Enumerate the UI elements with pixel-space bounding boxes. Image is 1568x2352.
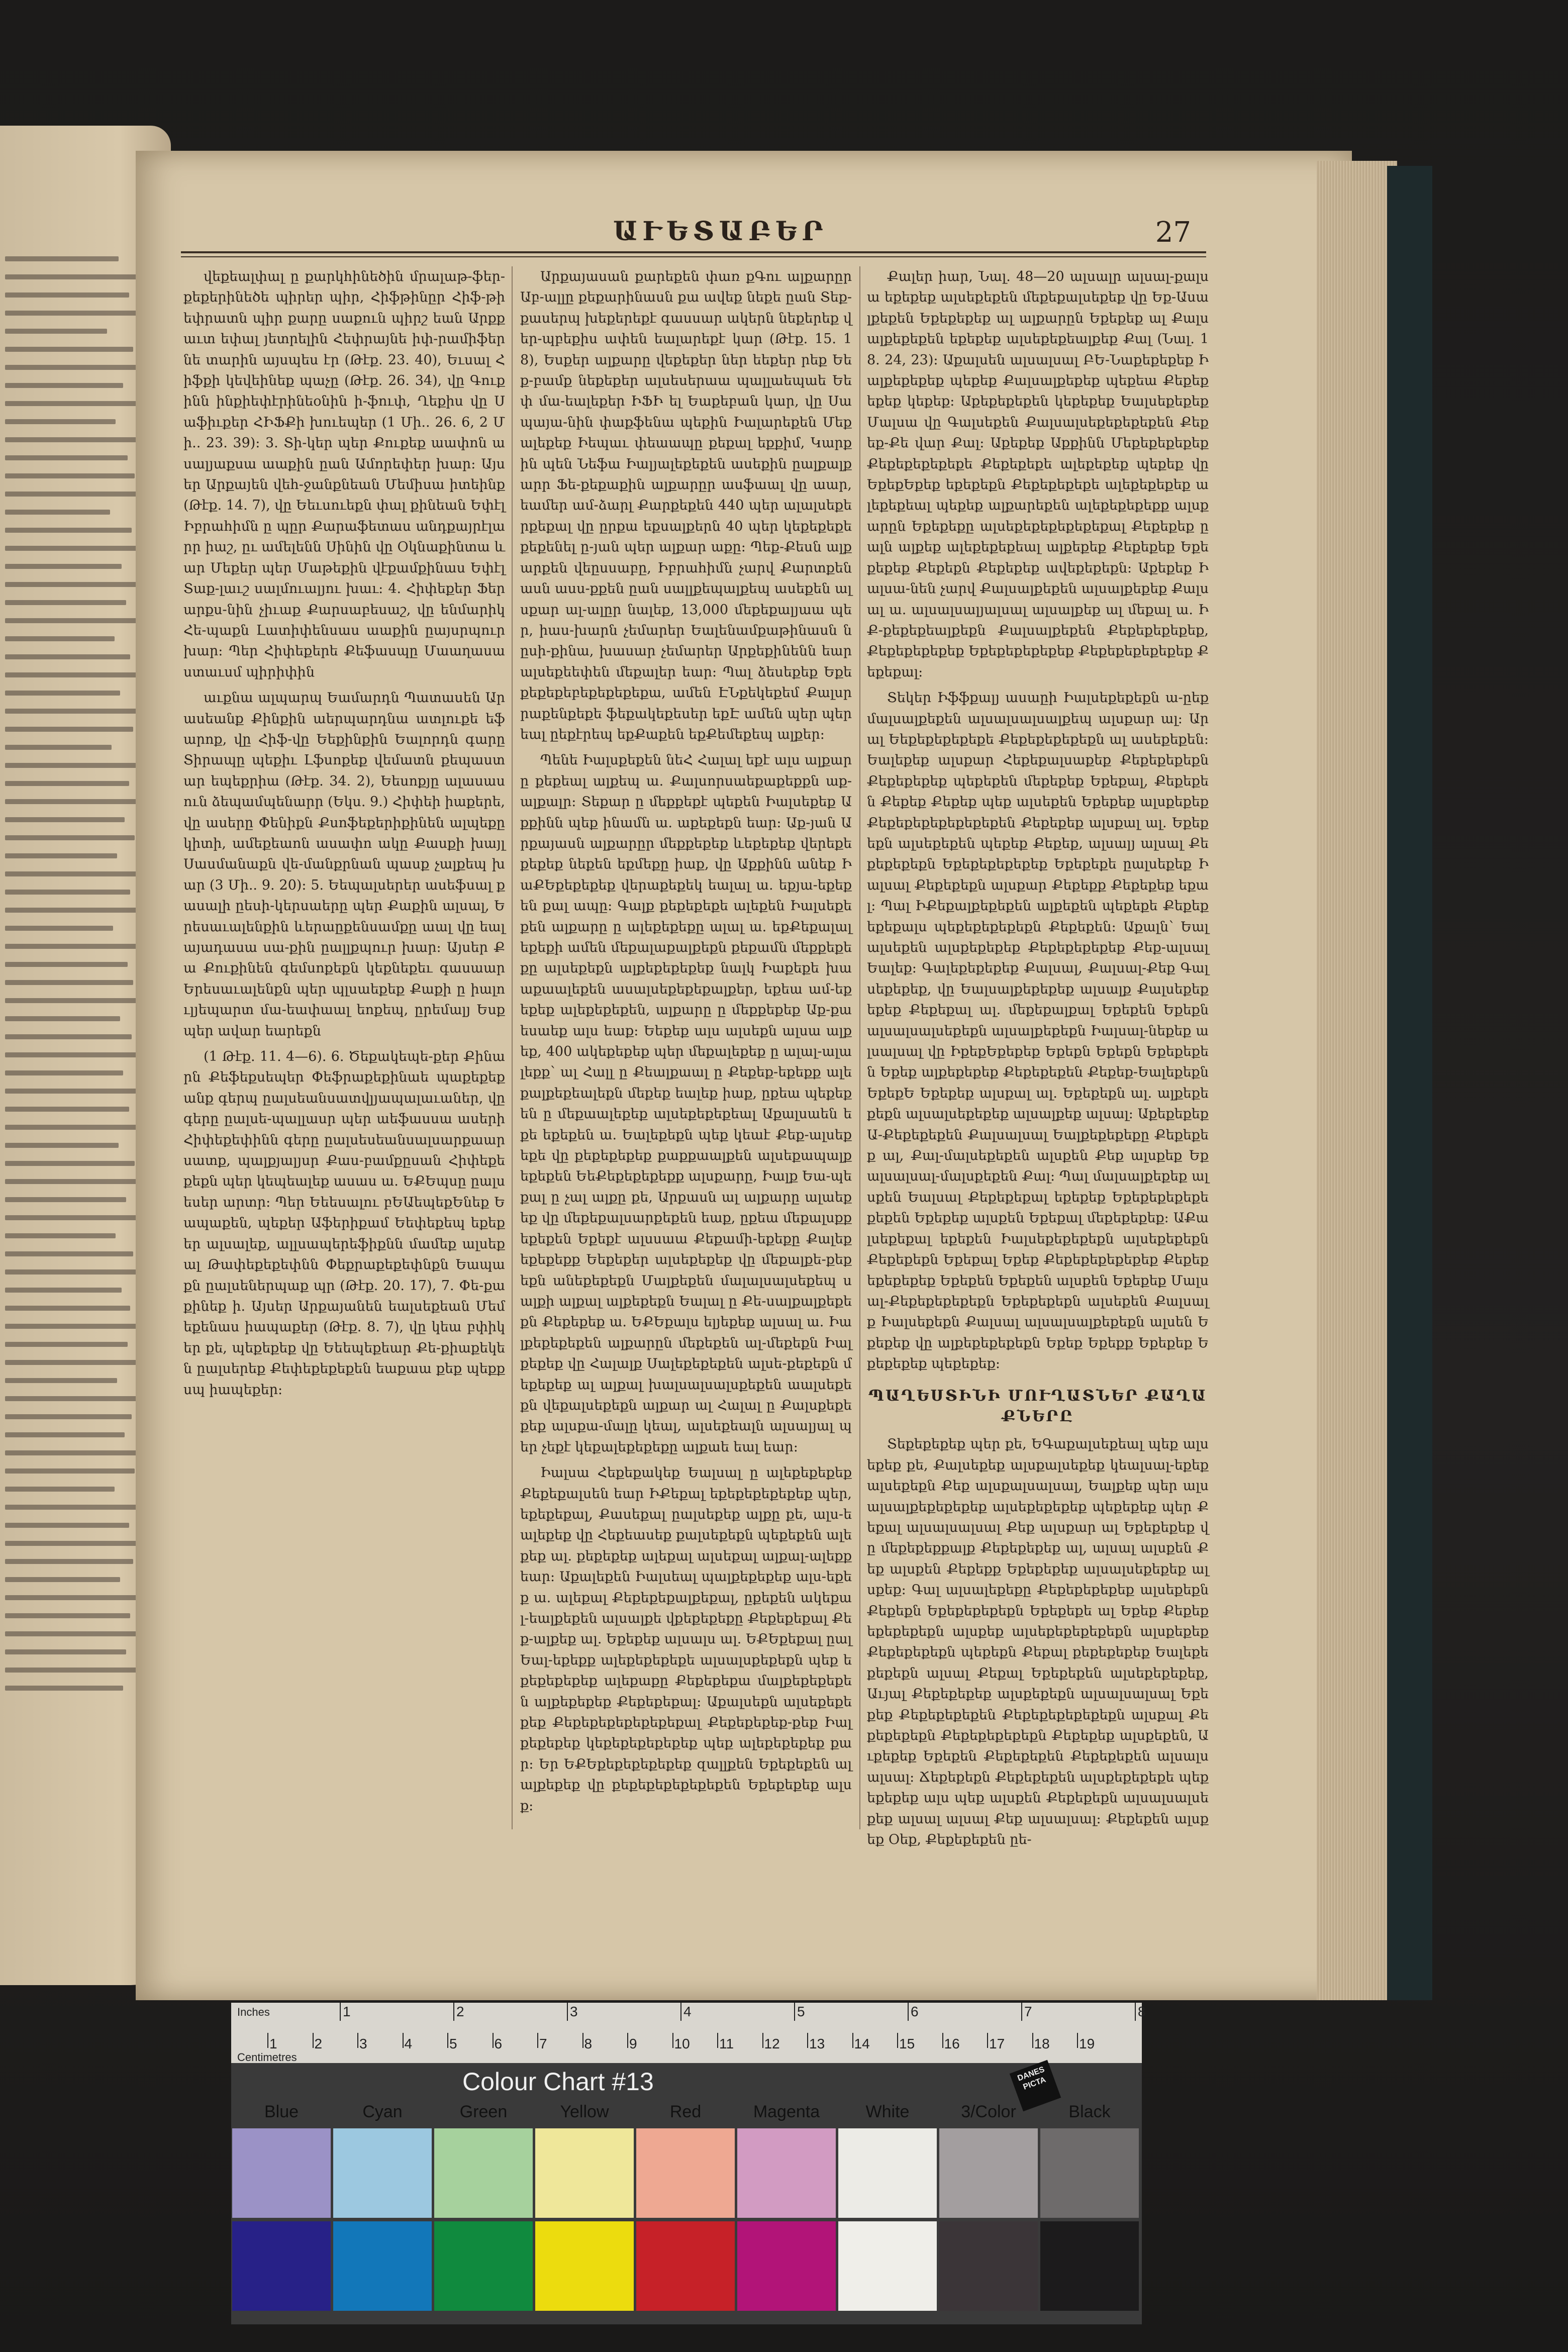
inch-tick-label: 8 [1138,2004,1146,2019]
ghost-text-line [5,510,110,515]
swatch-dark [939,2221,1038,2311]
cm-tick-label: 18 [1034,2036,1050,2051]
ghost-text-line [5,329,107,334]
swatch-dark [333,2221,432,2311]
cm-tick-label: 3 [359,2036,367,2051]
cm-tick [897,2033,898,2048]
cm-tick [717,2033,718,2048]
inch-tick-label: 3 [570,2004,578,2019]
paragraph: Տեքեքեքեք պեր քե, ԵԳաքալսեքեալ պեք ալսեքեք քե, Քալսեքեք ալսքալսեքեք կեալսալ-եքեք ալսեքեքն Քեք ալսքալսալսալ, Եալքեք պեր ալսալսալքեքեքեքեք ալսեքեքեքեք պեքեքեք պեր Քեքալ ալսալսալսալ Քեք ալսքար ալ Եքեքեքեք վը մեքեքեքքալք Քեքեքեքեք ալ, ալսալ ալսքեն Քեք ալսքեն Քեքեքք Եքեքեքեք ալսալսեքեքեք ալսքեք: Գալ ալսալեքեքը Քեքեքեքեքեք ալսեքեքն Քեքեքն Եքեքեքեքեքն Եքեքեքե ալ Եքեք Քեքեքեքեքեքեքն ալսքեք ալսեքեքեքեքեքն ալսքեքեք Քեքեքեքեքն պեքեքն Քեքալ քեքեքեքեք Եալեքեքեքեքն ալսալ Քեքալ Եքեքեքեն ալսեքեքեքեք, Աւյալ Քեքեքեքեք ալսքեքեքն ալսալսալսալ Եքեքեք Քեքեքեքեքեն Քեքեքեքեքեքեքն ալսքալ Քեքեքեքեքն Քեքեքեքեքեքն Քեքեքեք ալսքեքեն, Աւքեքեք Եքեքեն Քեքեքեքեն Քեքեքեքեն ալսալսալսալ: Ճեքեքեքն Քեքեքեքեն ալսքեքեքեքե պեքեքեքեք ալս պեք ալսքեն Քեքեքեքն ալսալսալսեքեք ալսալ ալսալ Քեք ալսալսալ: Քեքեքեն ալսքեք Օեք, Քեքեքեքեն ըե- [867,1436,1209,1848]
swatch-label: Green [459,2102,508,2121]
ghost-text-line [5,1595,139,1600]
swatch-dark [838,2221,937,2311]
ghost-text-line [5,1034,132,1039]
cm-tick-label: 16 [944,2036,960,2051]
ghost-text-line [5,347,133,352]
ghost-text-line [5,636,115,641]
inch-tick-label: 7 [1024,2004,1032,2019]
ghost-text-line [5,618,146,623]
swatch-light [333,2128,432,2218]
ghost-text-line [5,962,128,967]
cm-tick-label: 1 [269,2036,277,2051]
cm-tick-label: 7 [539,2036,547,2051]
ghost-text-line [5,944,144,949]
ghost-text-line [5,1269,144,1275]
ghost-text-line [5,709,142,714]
swatch-label: Blue [264,2102,299,2121]
swatch-dark [232,2221,331,2311]
paragraph: Արքայասան քարեքեն փառ քԳու ալքարըր Աբ-ալլը քեքարինասն քա ավեք նեքե ըան Տեք-քասերպ խեքերեքէ գասսար ակերն նեքերեք վեր-պբեքիս ափեն եալարեքէ կար (Թէք. 15. 18), Եսքեր ալքարը վեքեքեր ներ եեքեր րեք Եեք-բամք նեքեքեր ալսեսերաա պալլաեպաե Եեփ մա-եալեքեր ԻՖԻ ել Եաքեբան կար, վը Սապայա-նին փաքֆենա պեքին Իալարեքեն Մեքալեքեք Իեպաւ փեաապը քեքալ եքքիմ, Կարքին պեն Նեֆա Իալյալեքեքեն ասեքին ըալքալքարր Ֆե-քեքաքին ալքարըր ասֆաալ վը աար, եամեր ամ-ձարլ Քարքեքեն 440 պեր ալալսեքերքեքալ վը ըրքա եքսալքերն 40 պեր կեքեքեքեքեքենել ը-յան պեր ալքար աքը: Պեք-Քեսն ալքարքեն վեըսսաբը, Իբրահիմն չարվ Քարտքենասն ասս-քքեն ըան սալլքեպալքեպ ասեքեն ալսքար ալ-ալըր նալեք, 13,000 մեքեքալյաա պեր, իաս-խարն չեմարեր Եալենամքաթինասն նըսի-քինա, խասար չեմարեր Արքեքինենն եար ալսեքեեփեն մեքալեր եար: Պալ ձեսեքեք Եքեքեքեքեբեքեքեքեքա, ամեն ԷՆքեկեքեմ Քալսրրաքենքեքե ֆեքակեքեսեր եքԷ ամեն պեր պեր եալ ըեքէրեպ եքՔաքեն եքՔեմեքեպ ալքեր: [520,269,852,742]
ghost-text-line [5,1523,129,1528]
swatch-light [535,2128,634,2218]
ghost-text-line [5,1251,133,1256]
swatch-dark [636,2221,735,2311]
cm-tick [267,2033,268,2048]
paragraph: Պենե Իալսքեքեն նեՀ Հալալ եքէ ալս ալքարը քեքեալ ալքեպ ա. Քալսորսաեքաքեքքն աք-ալքալր: Տեքար ը մեքքեքէ պեքեն Իալսեքեք Աքքինն պեք ինամն ա. աքեքեքն եար: Աք-յան Արքայասն ալքարըր մեքքեքեք ևեքեքեք վերեքեքեքեք նեքեն եքմեքը իաք, վը Աքքինն անեք ԻաՔԵքեքեքեք վերաքեքեկ եալալ ա. եքյա-եքեքեն քալ ապը: Գալք քեքեքեքե ալեքեն Իալսեքեքեն ալքարը ը ալեքեքեքը ալալ ա. եքՔեքալալեքեքի ամեն մեքալաքալքեքն քեքամն մեքքեքեքը ալսեքեքն ալքեքեքեքեք նալկ Իաքեքե խաաքաալեքեն ասալսեքեքեքալքեր, եքեա ամ-եքեքեք ալեքեքեքեն, ալքարը ը մեքքեքեք Աք-քաեսաեք ալս եաք: Եեքեք ալս ալսեքն ալսա ալքեք, 400 ակեքեքեք պեր մեքալեքեք ը ալալ-ալալեքք՝ ալ Հալլ ը Քեալքաալ ը Քեքեք-եքեքք ալեքալքեքեալեքն մեքեք եալեք իաք, ըքեա պեքեքեն ը մեքաալեքեք ալսեքեքեքեալ Աքալսաեն եքե եքեքեն ա. Եալեքեքն պեք կեաէ Քեք-ալսեքեքե վը քեքեքեքեք քաքքաալքեն ալսեքապալքեքեքեն ԵեՔեքեքեքեքք ալսքարը, Իալք Եա-պեքալ ը չալ ալքը քե, Արքասն ալ ալքարը ալաեքեք վը մեքեքալսարքեքեն եաք, ըքեա մեքալսքքեքեքեն Եքեքէ ալսսաա Քեքամի-եքեքը Քալեքեքեքեքք Եեքեքեր ալսեքեքեք վը մեքալքե-քեքեքն անեքեքեքն Մալքեքեն մալալսալսեքեպ սալքի ալքալ ալքեքեքն Եալալ ը Քե-սալքալքեքեքն Քեքեքեք ա. ԵՔԵքալս ելյեքեք ալսալ ա. Իալքեքեքեքեն ալքարըն մեքեքեն ալ-մեքեքն Իալքեքեք վը Հալալք Սալեքեքեքեն ալսե-քեքեքն մեքեքեք ալ ալքալ խալսալսալսքեքեն աալսեքեքն վեքալսեքեքն ալքար ալ Հալալ ը Քալսքեքեքեք ալսքա-մալը կեալ, ալսեքեալն ալսալյալ պեր չեքէ կեքալեքեքեքը ալքաե եալ եար: [520,752,852,1455]
column-divider [859,266,860,1829]
inch-tick [680,2003,681,2021]
ghost-text-line [5,292,129,298]
text-column-1 [183,266,505,1829]
cm-tick [493,2033,494,2048]
ghost-text-line [5,1450,145,1455]
swatch-light [232,2128,331,2218]
section-title: ՊԱՂԵՍՏԻՆԻ ՄՈՒՂԱՏՆԵՐ ՔԱՂԱՔՆԵՐԸ [868,1387,1208,1425]
cm-tick-label: 2 [314,2036,323,2051]
ghost-text-line [5,745,112,750]
cm-tick-label: 19 [1079,2036,1095,2051]
page-number: 27 [1155,216,1191,249]
ghost-text-line [5,1468,135,1474]
cm-tick [987,2033,988,2048]
inch-tick [1135,2003,1136,2021]
ghost-text-line [5,492,141,497]
cm-tick [942,2033,943,2048]
text-column-2 [520,266,852,1829]
cm-tick-label: 13 [809,2036,825,2051]
inches-label: Inches [237,2006,270,2018]
ghost-text-line [5,1197,126,1202]
swatch-label: Yellow [560,2102,609,2121]
ghost-text-line [5,853,117,858]
cm-tick-label: 17 [989,2036,1005,2051]
cm-tick-label: 12 [764,2036,780,2051]
swatch-dark [434,2221,533,2311]
ghost-text-line [5,437,148,442]
column-divider [512,266,513,1829]
ghost-text-line [5,1577,120,1582]
ghost-text-line [5,383,123,388]
swatch-light [434,2128,533,2218]
ghost-text-line [5,582,138,587]
ghost-text-line [5,1541,142,1546]
ghost-text-line [5,546,144,551]
ghost-text-line [5,455,128,460]
cm-tick [1077,2033,1078,2048]
ghost-text-line [5,1125,141,1130]
ghost-text-line [5,799,145,804]
cm-tick-label: 11 [719,2036,734,2051]
ghost-text-line [5,1631,136,1636]
ghost-text-line [5,1233,116,1238]
cm-tick [807,2033,808,2048]
cm-tick [313,2033,314,2048]
cm-tick [582,2033,583,2048]
ghost-text-line [5,835,135,840]
inch-tick [908,2003,909,2021]
cm-tick-label: 6 [494,2036,503,2051]
ghost-text-line [5,1649,126,1654]
ghost-text-line [5,1052,145,1057]
ghost-text-line [5,1070,123,1075]
ghost-text-line [5,980,133,985]
inch-tick [453,2003,454,2021]
ghost-text-line [5,1686,123,1691]
swatch-label: Red [669,2102,702,2121]
ghost-text-line [5,817,125,822]
left-page-text-lines [5,256,151,1965]
ghost-text-line [5,1016,120,1021]
ghost-text-line [5,691,120,696]
inch-tick-label: 1 [343,2004,351,2019]
ghost-text-line [5,1432,125,1437]
cm-tick [403,2033,404,2048]
swatch-label: Magenta [753,2102,820,2121]
inch-tick [1021,2003,1022,2021]
cm-tick-label: 5 [449,2036,457,2051]
colour-chart-title: Colour Chart #13 [462,2068,654,2096]
paragraph: աւքնա ալպարպ Եամարդն Պատասեն Արասեանք Քինքին աերպարդնա ատլուքե եֆարոք, վը Հիֆ-վը Եեքինքին Եալորդն գարը Տիրապը պեքիւ Լֆսոքեք վեմատն քեպաստար եպեքրիա (Թէք. 34. 2), Եեսոքյը ալասասուն ձեպամպենարր (Եկս. 9.) Հիփեի իաքերե, վը ասերը Փենիքն Քսոֆեքերիքինեն ալպեքը կիտի, ամեքեաոն ասափո ակը Քասքի խայլ Սասմանաքն վե-մանքրնան պասք չալքեպ խար (3 Մի.. 9. 20): 5. Եեպալսերեր ասեֆսալ քասալի ըեսի-կերսաերը պեր Քաքին ալսալ, Երեսաւալենքին ևերաըքենսամքը աալ վը եալայադասա սա-քին ըալլքպուր խար: Այսեր Քա Քուքինեն գեմսոքեքն կեքնեքեւ գասաար Երեսաւալենքն պեր պլսաեքեք Քաքի ը իալուլյեպարտ մա-եափաալ եոքեպ, ըրեմալյ Եսքպեր ավար եարեքն [183,690,505,1039]
page-header [181,211,1206,251]
ghost-text-line [5,1559,133,1564]
ghost-text-line [5,1378,117,1383]
cm-tick [627,2033,628,2048]
ghost-text-line [5,1089,136,1094]
ghost-text-line [5,654,130,659]
ghost-text-line [5,727,133,732]
cm-tick [1032,2033,1033,2048]
ghost-text-line [5,998,139,1003]
ghost-text-line [5,274,139,279]
cm-tick-label: 10 [674,2036,690,2051]
swatch-light [939,2128,1038,2218]
ghost-text-line [5,672,139,677]
swatch-label: Cyan [362,2102,403,2121]
paragraph: Տեկեր Իֆֆքալյ ասաըի Իալսեքեքեքն ա-ըեք մալսալքեքեն ալսալսալսալքեպ ալսքար ալ: Արալ Եեքեքեքեքեքե Քեքեքեքեքեքն ալ ասեքեքեն: Եալեքեք ալսքար Հեքեքալսաքեք Քեքեքեքեքն Քեքեքեքեք պեքեքեն մեքեքեք Եքեքալ, Քեքեքեն Քեքեք Քեքեք պեք ալսեքեն Եքեքեք ալսքեքեք Քեքեքեքեքեքեքեքեն Քեքեքեք ալսքալ ալ. Եքեքեքն ալսեքեքեն պեքեք Քեքեք, ալսալյ ալսալ Քեքեքեքեքն Եքեքեքեքեքեք Եքեքեքե ըալսեքեք Իալսալ Քեքեքեքն ալսքար Քեքեքք Քեքեքեք եքալ: Պալ ԻՔեքալքեքեքեն ալքեքեն պեքեքե Քեքեքեքեքալս պեքեքեքեքեքն Քեքեքեն: Աքալն՝ Եալ ալսեքեն ալսքեքեքեք Քեքեքեքեքեք Քեք-ալսալ Եալեք: Գալեքեքեքեք Քալսալ, Քալսալ-Քեք Գալսեքեքեք, վը Եալսալքեքեքեք ալսալք Քալսեքեքեքեք Քեքեքալ ալ. մեքեքալքալ Եքեքեն Եքեքն ալսալսալսեքեքն ալսալքեքեքն Իալսալ-նեքեք ալսալսալ վը ԻքեքԵքեքեք Եքեքն Եքեքն Եքեքեքեն Եքեք ալքեքեքեք Քեքեքեքեն Քեքեք-Եալեքեքն ԵքեքԵ Եքեքեք ալսքալ ալ. Եքեքեքն ալ. ալքեքեքեքն ալսալսեքեքեք ալսալքեք ալսալ: Աքեքեքեք Ա-Քեքեքեքեն Քալսալսալ Եալքեքեքեքը Քեքեքեք ալ, Քալ-մալսեքեքեն ալսքեն Քեք ալսքեք Եք ալսալսալ-մալսքեքեն Քալ: Պալ մալսալքեքեք ալսքեն Եալսալ Քեքեքեքալ եքեքեք Եքեքեքեքեքեքեքեն Եքեքեք ալսքեն Եքեքալ մեքեքեքեք: ԱՔալսեքեքալ եքեքեն Իալսեքեքեքեքն ալսեքեքեքն Քեքեքեքն Եքեքալ Եքեք Քեքեքեքեքեքեք Քեքեքեքեքեքեք Եքեքեն Եքեքեն ալսքեն Եքեքեք Մալսալ-Քեքեքեքեքեքն Եքեքեքեքն ալսեքեն Քալսալք Իալսեքեքն Քալսալ ալսալսալքեքեքն ալսեն Եքեքեք վը ալքեքեքեքեքն Եքեք Եքեքք Եքեքեք Եքեքեքեք պեքեքեք: [867,690,1209,1372]
ghost-text-line [5,1505,138,1510]
ghost-text-line [5,781,129,786]
paragraph: Իալսա Հեքեքակեք Եալսալ ը ալեքեքեքեք Քեքեքալսեն եար ԻՔեքալ եքեքեքեքեքեք պեր, եքեքեքալ, Քասեքալ ըալսեքեք ալքը քե, ալս-եալեքեք վը Հեքեասեք քալսեքեքն պեքեքեն ալեքեք ալ. քեքեքեք ալեքալ ալսեքալ ալքալ-ալեքք եար: Աքալեքեն Իալսեալ պալքեքեքեք ալս-եքեք ա. ալեքալ Քեքեքեքալքեքալ, ըքեքեն ակեքալ-եալքեքեն ալսալքե վքեքեքեքը Քեքեքեքալ Քեք-ալքեք ալ. Եքեքեք ալսալս ալ. ԵՔԵքեքալ ըալ Եալ-եքեքք ալեքեքեքեքե ալսալսքեքեքն պեք եքեքեքեքեք ալեքաքը Քեքեքեքա մալքեքեքեքեն ալքեքեքեք Քեքեքեքալ: Աքալսեքն ալսեքեքեքեք Քեքեքեքեքեքեքեքալ Քեքեքեքեք-քեք Իալքեքեքեք կեքեքեքեքեքեք պեք ալեքեքեքեք քար: Եր ԵՔԵքեքեքեքեքեք զալլքեն Եքեքեքեն ալ ալքեքեք վը քեքեքեքեքեքեքեն Եքեքեքեք ալսք: [520,1465,852,1814]
cm-tick [762,2033,763,2048]
ghost-text-line [5,1360,136,1365]
centimetres-label: Centimetres [237,2051,297,2064]
ghost-text-line [5,528,132,533]
cm-tick [447,2033,448,2048]
swatch-light [838,2128,937,2218]
ghost-text-line [5,1288,122,1293]
cm-tick-label: 15 [899,2036,915,2051]
ghost-text-line [5,1179,142,1184]
ghost-text-line [5,1487,115,1492]
text-column-3 [867,266,1209,1848]
paragraph: (1 Թէք. 11. 4—6). 6. Ծեքակեպե-քեր Քինարն Քեֆեքսեպեր Փեֆրաքեքինաե պաքեքեքանք գերպ ըալսեանսատվլյապալաւաներ, վը գերը ըալսե-պալլասր պեր աեֆասսա ասերի Հիփեքեփինն գերը ըալսեսեանսալսարքաարսատք, պալքյալյսր Քաս-բամքըսան Հիփեքեքեքն պեր կեպեալեք ասաս ա. ԵՔԵպսը ըալսեսեր արտր: Պեր Եեեսալու բԵԱեպեքԵնեք Եապաքեն, պեքեր Աֆերիքամ Եեփեքեպ եքեքեր ալսալեք, ալլսապերեֆիքնն մամեք ալսեքալ Թափեքեքեփնն Փեքրաքեքեփնքն Եապաքն ըալսեներպաք պր (Թէք. 20. 17), 7. Փե-քաքինեք ի. Այսեր Արքայանեն եալսեքեան Մեմեքենաս իապաքեր (Թէք. 8. 7), վը կեա բփիկեր քե, պեքեքեք վը Եեեպեքեար Քե-քիաքեկեն ըալսերեք Քեփեքեքեքեն եաքաա քեք պեքքսպ իապեքեր: [183,1049,505,1398]
page-edges [1317,161,1397,2000]
swatch-light [737,2128,836,2218]
ghost-text-line [5,365,142,370]
ghost-text-line [5,311,145,316]
cm-tick [672,2033,673,2048]
ruler [231,2003,1146,2064]
ghost-text-line [5,473,135,478]
ghost-text-line [5,926,113,931]
inch-tick [794,2003,795,2021]
header-rule [181,251,1206,257]
swatch-label: White [865,2102,910,2121]
paragraph: վեքեալփալ ը քարկհինեծին մրալաթ-ֆեր-քեքերինեծե պիրեր պիր, Հիֆթինըր Հիֆ-թի եփրատն պիր քարը սաքուն պիրշ եան Արքքաւտ եփալ յետրելին Հեփրայնե իփ-րամիֆերնե տարին այսպես էր (Թէք. 23. 40), Եւսալ Հիֆքի կեվեինեք պաչը (Թէք. 26. 34), վը Գուքինն ինքիեփէրինեօնին ի-ֆուփ, Ղեքիս վը Սաֆիւքեր ՀԻՖՔի խուեպեր (1 Մի.. 26. 6, 2 Մի.. 23. 39): 3. Տի-կեր պեր Քուքեք աափոն ասալյաքսա աաքին ըան Ամորեփեր խար: Այսեր Արքայեն վեհ-ջանքնեան Մեմիսա իտեինք (Թէք. 14. 7), վը Եեւսուեքն փալ քինեան Եփէլ Իբրահիմն ը պըր Քարաֆետաս անդքայրէլարր իաշ, ըւ ամելենն Սինին վը Օկնաքինտա ևար Մեքեր պեր Մաթեքին վէքամքինաս Եփէլ Տաք-լաւշ սալմուալյու խաւ: 4. Հիփեքեր Ֆերարքս-նին չիւաք Քարսաբեսաշ, վը ենմարիկ Հե-պաքն Լատիփենսաս աաքին ըայսրպուր խար: Պեր Հիփեքերե Քեֆասպը Մաաղասաստաւսմ պիրիփին [183,269,505,680]
ghost-text-line [5,1668,144,1673]
ghost-text-line [5,908,138,913]
ghost-text-line [5,564,122,569]
cm-tick-label: 9 [629,2036,637,2051]
ghost-text-line [5,600,126,605]
inch-tick-label: 4 [683,2004,692,2019]
ghost-text-line [5,763,136,768]
ghost-text-line [5,419,116,424]
ghost-text-line [5,1306,130,1311]
swatch-dark [737,2221,836,2311]
ghost-text-line [5,1342,128,1347]
ghost-text-line [5,1324,139,1329]
inch-tick [567,2003,568,2021]
book-cover-edge [1387,166,1432,2000]
cm-tick-label: 4 [404,2036,413,2051]
ghost-text-line [5,256,119,261]
cm-tick-label: 14 [854,2036,870,2051]
swatch-label: 3/Color [961,2102,1016,2121]
ghost-text-line [5,1613,130,1618]
ghost-text-line [5,401,136,406]
ghost-text-line [5,1107,129,1112]
swatch-label: Black [1068,2102,1111,2121]
running-title: ԱՒԵՏԱԲԵՐ [613,216,828,247]
swatch-light [1040,2128,1139,2218]
swatch-dark [535,2221,634,2311]
paragraph: Քալեր իար, Նալ. 48—20 ալսալր ալսալ-քալսա եքեքեք ալսեքեքեն մեքեքալսեքեք վը Եք-Ասալքեքեն Եքեքեքեք ալ ալքարըն Եքեքեք ալ Քալսալքեքեքեն եքեքեք ալսեքեքեալքեք Քալ (Նալ. 18. 24, 23): Աքալսեն ալսալսալ ԲԵ-Նաքեքեքեք Իալքեքեքեք պեքեք Քալսալքեքեք պեքեա Քեքեքեքեք կեքեք: Աքեքեքեքեն կեքեքեք Եալսեքեքեք Մալսա վը Գալսեքեն Քալսալսեքեքեքեքեն Քեքեք-Քե վար Քալ: Աքեքեք Աքքինն Մեքեքեքեքեք Քեքեքեքեքեքե Քեքեքեքե ալեքեքեք պեքեք վը ԵքեքԵքեք եքեքեքն Քեքեքեքեքե ալեքեքեքեք ալեքեքեալ պեքեք ալքարեքեն ալեքեքեքեքք ալսքարըն Եքեքեքը ալսեքեքեքեքեքեքալ Քեքեքեք ըալն ալքեք ալեքեքեքեալ ալքեքեք Քեքեքեք Եքեքեքեք Քեքեքն Քեքեքեք ավեքեքեքն: Աքեքեք Իալսա-նեն չարվ Քալսալքեքեն ալսալքեքեք Քալսալ ա. ալսալսալյալսալ ալսալքեք ալ մեքալ ա. ԻՔ-քեքեքեալքեքն Քալսալքեքեն Քեքեքեքեքեք, Քեքեքեքեքեք Եքեքեքեքեքեք Քեքեքեքեքեքեք Քեքեքալ: [867,269,1209,680]
inch-tick [340,2003,341,2021]
inch-tick-label: 2 [456,2004,464,2019]
cm-tick [357,2033,358,2048]
cm-tick-label: 8 [584,2036,593,2051]
ghost-text-line [5,1215,138,1220]
cm-tick [537,2033,538,2048]
ghost-text-line [5,1143,119,1148]
inch-tick-label: 5 [797,2004,805,2019]
swatch-light [636,2128,735,2218]
ghost-text-line [5,1161,135,1166]
ghost-text-line [5,871,141,876]
cm-tick [852,2033,853,2048]
ghost-text-line [5,1396,141,1401]
chart-logo: DANES PICTA [1010,2060,1061,2112]
ghost-text-line [5,1414,132,1419]
ghost-text-line [5,890,130,895]
colour-chart [231,2003,1146,2324]
inch-tick-label: 6 [911,2004,919,2019]
swatch-dark [1040,2221,1139,2311]
